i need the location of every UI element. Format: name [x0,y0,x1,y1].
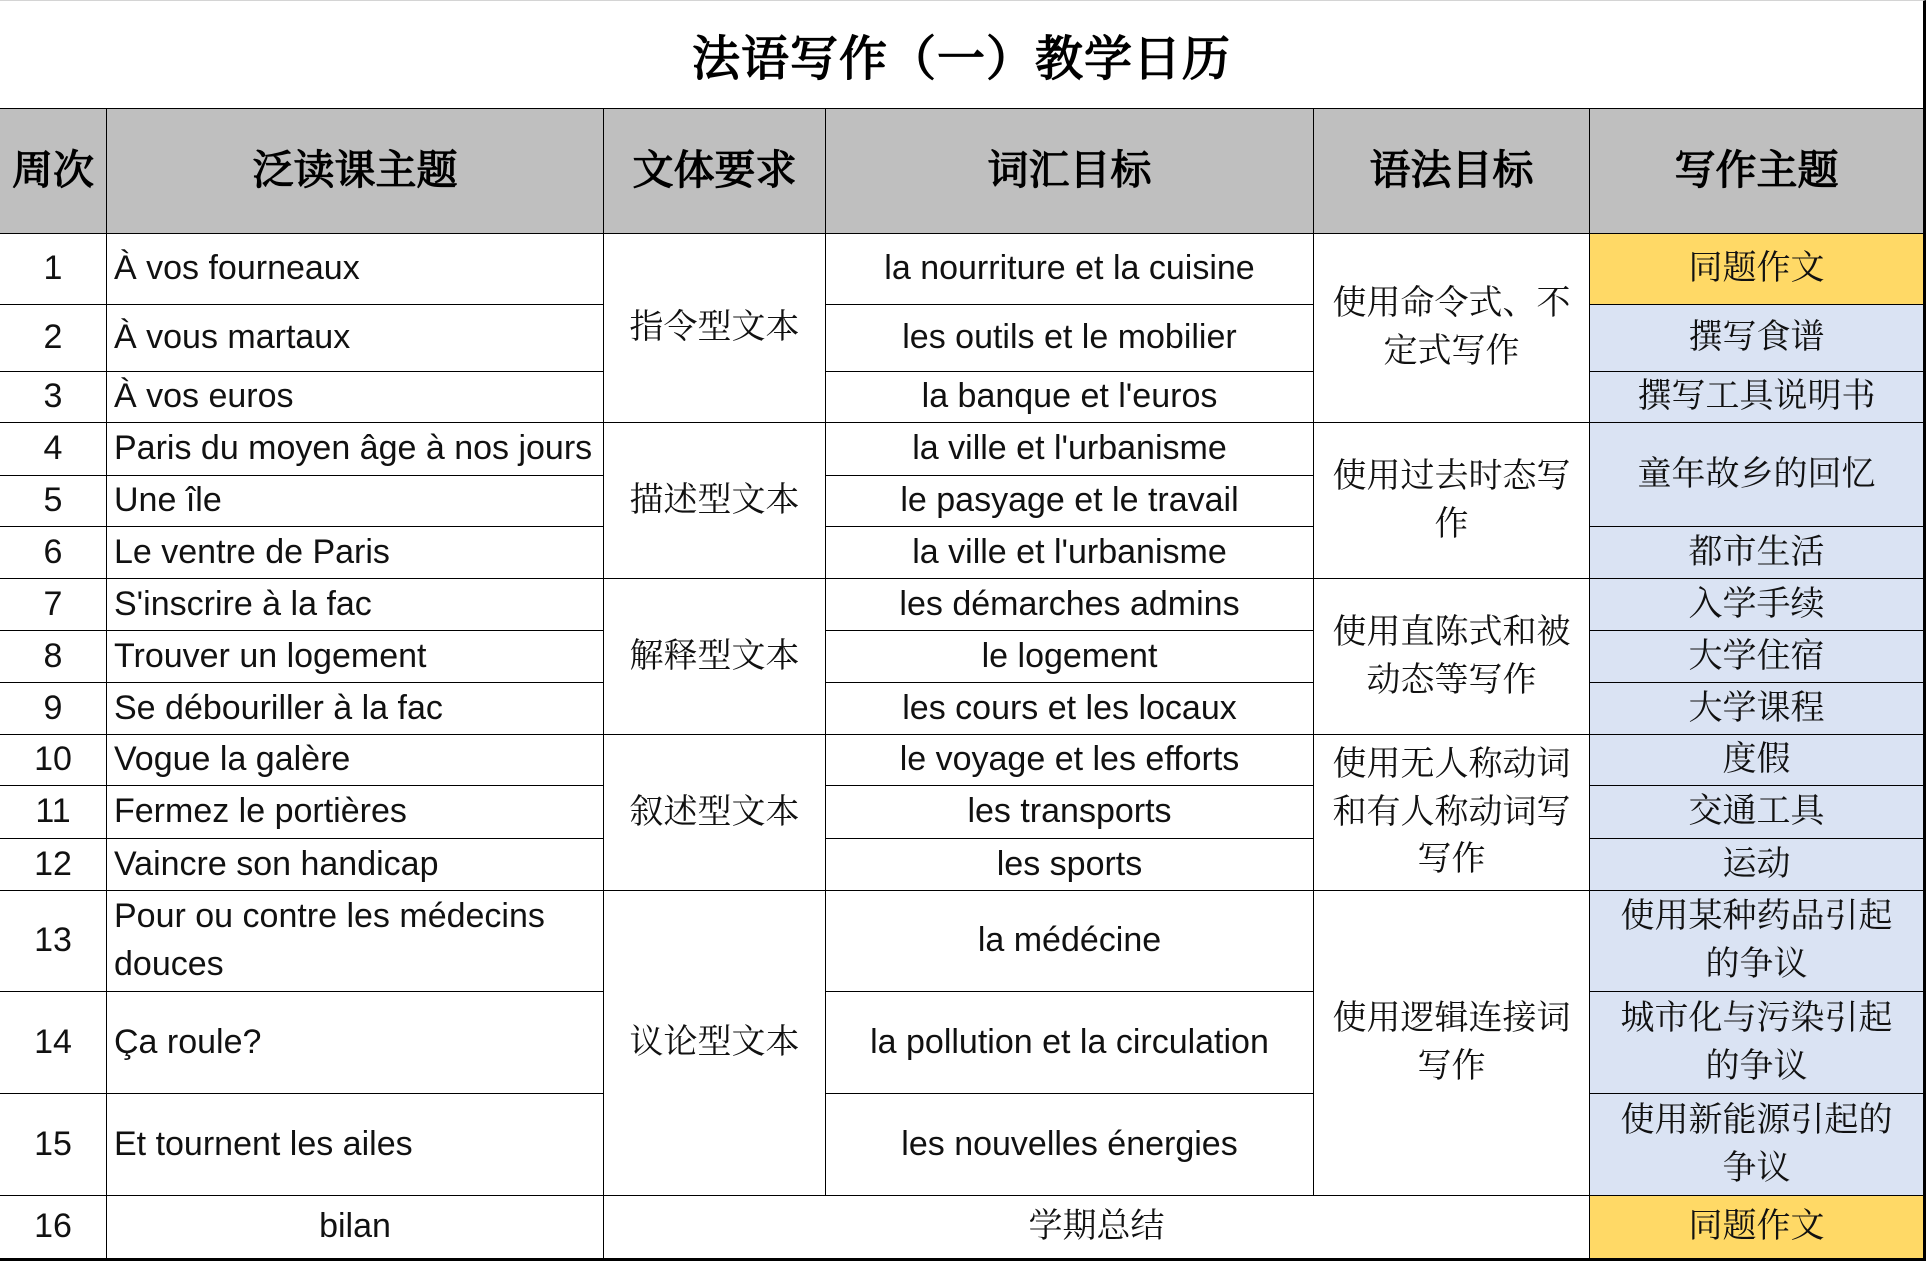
week-number: 13 [0,891,106,991]
vocabulary-goal-cell: la pollution et la circulation [826,992,1313,1093]
vocabulary-goal-cell: les sports [826,839,1313,890]
vocabulary-goal-cell: la nourriture et la cuisine [826,234,1313,304]
grammar-goal-cell: 使用逻辑连接词写作 [1314,891,1589,1195]
reading-topic-cell: Trouver un logement [107,631,603,682]
reading-topic-cell: À vos fourneaux [107,234,603,304]
header-writing-topic: 写作主题 [1590,109,1923,233]
week-number: 1 [0,234,106,304]
teaching-calendar-table [0,108,1923,1261]
writing-topic-cell: 撰写工具说明书 [1590,372,1923,422]
header-vocabulary-goal: 词汇目标 [826,109,1313,233]
vocabulary-goal-cell: les outils et le mobilier [826,305,1313,371]
grammar-goal-cell: 使用直陈式和被动态等写作 [1314,579,1589,734]
header-week: 周次 [0,109,106,233]
writing-topic-cell: 使用新能源引起的争议 [1590,1094,1923,1195]
header-grammar-goal: 语法目标 [1314,109,1589,233]
vocabulary-goal-cell: les cours et les locaux [826,683,1313,734]
writing-topic-cell: 使用某种药品引起的争议 [1590,891,1923,991]
vocabulary-goal-cell: les transports [826,786,1313,838]
writing-topic-cell: 度假 [1590,735,1923,785]
reading-topic-cell: Fermez le portières [107,786,603,838]
vocabulary-goal-cell: la médécine [826,891,1313,991]
grammar-goal-cell: 使用无人称动词和有人称动词写写作 [1314,735,1589,890]
week-number: 3 [0,372,106,422]
writing-topic-cell: 撰写食谱 [1590,305,1923,371]
week-number: 15 [0,1094,106,1195]
writing-topic-cell: 同题作文 [1590,234,1923,304]
genre-cell: 指令型文本 [604,234,825,422]
writing-topic-cell: 都市生活 [1590,527,1923,578]
week-number: 16 [0,1196,106,1258]
writing-topic-cell: 入学手续 [1590,579,1923,630]
vocabulary-goal-cell: la ville et l'urbanisme [826,423,1313,475]
week-number: 11 [0,786,106,838]
grammar-goal-cell: 使用过去时态写作 [1314,423,1589,578]
reading-topic-cell: bilan [107,1196,603,1258]
vocabulary-goal-cell: le pasyage et le travail [826,476,1313,526]
reading-topic-cell: À vous martaux [107,305,603,371]
reading-topic-cell: Se débouriller à la fac [107,683,603,734]
writing-topic-cell: 大学课程 [1590,683,1923,734]
semester-summary-cell: 学期总结 [604,1196,1589,1258]
reading-topic-cell: Et tournent les ailes [107,1094,603,1195]
reading-topic-cell: Le ventre de Paris [107,527,603,578]
reading-topic-cell: À vos euros [107,372,603,422]
vocabulary-goal-cell: les démarches admins [826,579,1313,630]
reading-topic-cell: Pour ou contre les médecins douces [107,891,603,991]
vocabulary-goal-cell: les nouvelles énergies [826,1094,1313,1195]
week-number: 14 [0,992,106,1093]
week-number: 7 [0,579,106,630]
writing-topic-cell: 交通工具 [1590,786,1923,838]
week-number: 4 [0,423,106,475]
writing-topic-cell: 同题作文 [1590,1196,1923,1258]
vocabulary-goal-cell: le voyage et les efforts [826,735,1313,785]
vocabulary-goal-cell: la ville et l'urbanisme [826,527,1313,578]
genre-cell: 解释型文本 [604,579,825,734]
grammar-goal-cell: 使用命令式、不定式写作 [1314,234,1589,422]
writing-topic-cell: 童年故乡的回忆 [1590,423,1923,526]
sheet-title: 法语写作（一）教学日历 [691,33,1231,86]
week-number: 2 [0,305,106,371]
week-number: 6 [0,527,106,578]
week-number: 9 [0,683,106,734]
week-number: 10 [0,735,106,785]
genre-cell: 议论型文本 [604,891,825,1195]
reading-topic-cell: Paris du moyen âge à nos jours [107,423,603,475]
writing-topic-cell: 城市化与污染引起的争议 [1590,992,1923,1093]
reading-topic-cell: Ça roule? [107,992,603,1093]
week-number: 5 [0,476,106,526]
week-number: 12 [0,839,106,890]
writing-topic-cell: 大学住宿 [1590,631,1923,682]
reading-topic-cell: S'inscrire à la fac [107,579,603,630]
reading-topic-cell: Vaincre son handicap [107,839,603,890]
vocabulary-goal-cell: le logement [826,631,1313,682]
genre-cell: 叙述型文本 [604,735,825,890]
reading-topic-cell: Vogue la galère [107,735,603,785]
header-reading-topic: 泛读课主题 [107,109,603,233]
header-genre: 文体要求 [604,109,825,233]
vocabulary-goal-cell: la banque et l'euros [826,372,1313,422]
genre-cell: 描述型文本 [604,423,825,578]
reading-topic-cell: Une île [107,476,603,526]
week-number: 8 [0,631,106,682]
writing-topic-cell: 运动 [1590,839,1923,890]
